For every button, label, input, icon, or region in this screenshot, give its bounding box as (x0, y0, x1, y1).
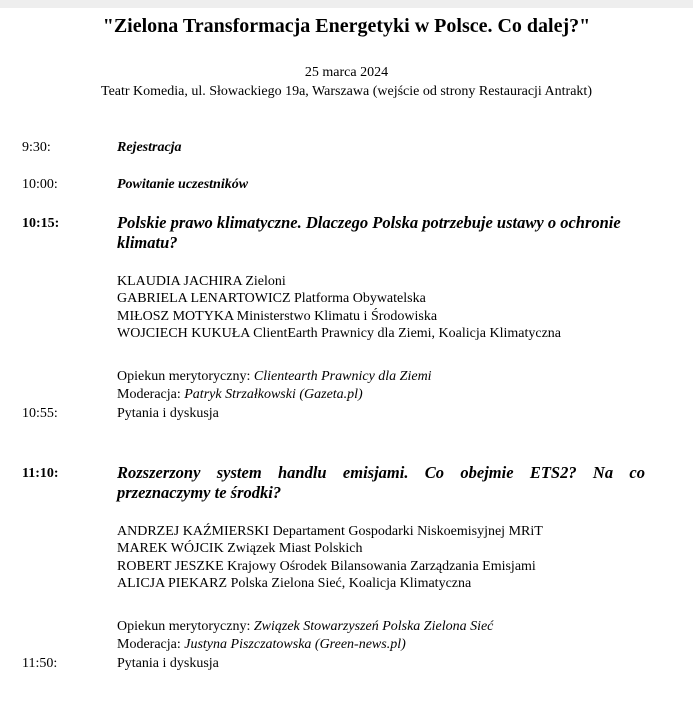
speaker-row (117, 308, 561, 325)
speaker-affiliation: Krajowy Ośrodek Bilansowania Zarządzania Emisjami (227, 558, 536, 574)
speaker-row (117, 325, 561, 342)
session-2-title: Rozszerzony system handlu emisjami. Co obejmie ETS2? Na co przeznaczymy te środki? (117, 463, 645, 502)
session-1-speakers (117, 273, 561, 342)
session-2-patron-line (117, 618, 493, 635)
speaker-row (117, 575, 543, 592)
patron-label: Opiekun merytoryczny: (117, 369, 251, 384)
session-1-time: 10:15: (22, 216, 60, 231)
speaker-row (117, 290, 561, 307)
speaker-affiliation: Ministerstwo Klimatu i Środowiska (236, 308, 438, 324)
speaker-name: MIŁOSZ MOTYKA (117, 308, 234, 324)
speaker-affiliation: Polska Zielona Sieć, Koalicja Klimatyczna (230, 575, 472, 591)
moderation-label: Moderacja: (117, 387, 181, 402)
speaker-affiliation: ClientEarth Prawnicy dla Ziemi, Koalicja Klimatyczna (253, 325, 562, 341)
session-2-qa-label: Pytania i dyskusja (117, 656, 219, 671)
agenda-item-welcome: Powitanie uczestników (117, 177, 249, 192)
page-title: "Zielona Transformacja Energetyki w Polsce. Co dalej?" (102, 15, 591, 37)
speaker-affiliation: Departament Gospodarki Niskoemisyjnej MRiT (272, 524, 543, 539)
session-1-patron-line (117, 368, 432, 385)
moderation-label: Moderacja: (117, 637, 181, 652)
patron-label: Opiekun merytoryczny: (117, 619, 251, 634)
event-venue: Teatr Komedia, ul. Słowackiego 19a, Warszawa (wejście od strony Restauracji Antrakt) (101, 84, 592, 99)
patron-name: Clientearth Prawnicy dla Ziemi (253, 369, 432, 384)
session-1-moderation-line (117, 386, 363, 403)
session-2-moderation-line (117, 636, 406, 653)
speaker-name: ROBERT JESZKE (117, 558, 224, 574)
session-2-speakers (117, 523, 543, 592)
agenda-time-registration: 9:30: (22, 140, 51, 155)
session-2-qa-time: 11:50: (22, 656, 58, 671)
session-1-qa-time: 10:55: (22, 406, 58, 421)
speaker-row (117, 540, 543, 557)
speaker-affiliation: Platforma Obywatelska (294, 291, 426, 307)
speaker-name: GABRIELA LENARTOWICZ (117, 291, 291, 307)
patron-name: Związek Stowarzyszeń Polska Zielona Sieć (253, 619, 494, 634)
speaker-name: KLAUDIA JACHIRA (117, 274, 242, 289)
agenda-time-welcome: 10:00: (22, 177, 58, 192)
speaker-row (117, 523, 543, 540)
speaker-name: ANDRZEJ KAŹMIERSKI (117, 524, 270, 539)
speaker-row (117, 558, 543, 575)
event-date: 25 marca 2024 (304, 65, 389, 80)
speaker-affiliation: Zieloni (245, 274, 286, 289)
speaker-name: MAREK WÓJCIK (117, 541, 224, 557)
speaker-name: WOJCIECH KUKUŁA (117, 325, 250, 341)
session-1-qa-label: Pytania i dyskusja (117, 406, 219, 421)
speaker-affiliation: Związek Miast Polskich (227, 541, 363, 557)
speaker-name: ALICJA PIEKARZ (117, 575, 228, 591)
agenda-item-registration: Rejestracja (117, 140, 182, 155)
moderator-name: Justyna Piszczatowska (Green-news.pl) (184, 637, 406, 652)
speaker-row (117, 273, 561, 290)
session-2-time: 11:10: (22, 466, 59, 481)
moderator-name: Patryk Strzałkowski (Gazeta.pl) (184, 387, 363, 402)
top-edge-bar (0, 0, 693, 8)
session-1-title: Polskie prawo klimatyczne. Dlaczego Polska potrzebuje ustawy o ochronie klimatu? (117, 213, 621, 252)
